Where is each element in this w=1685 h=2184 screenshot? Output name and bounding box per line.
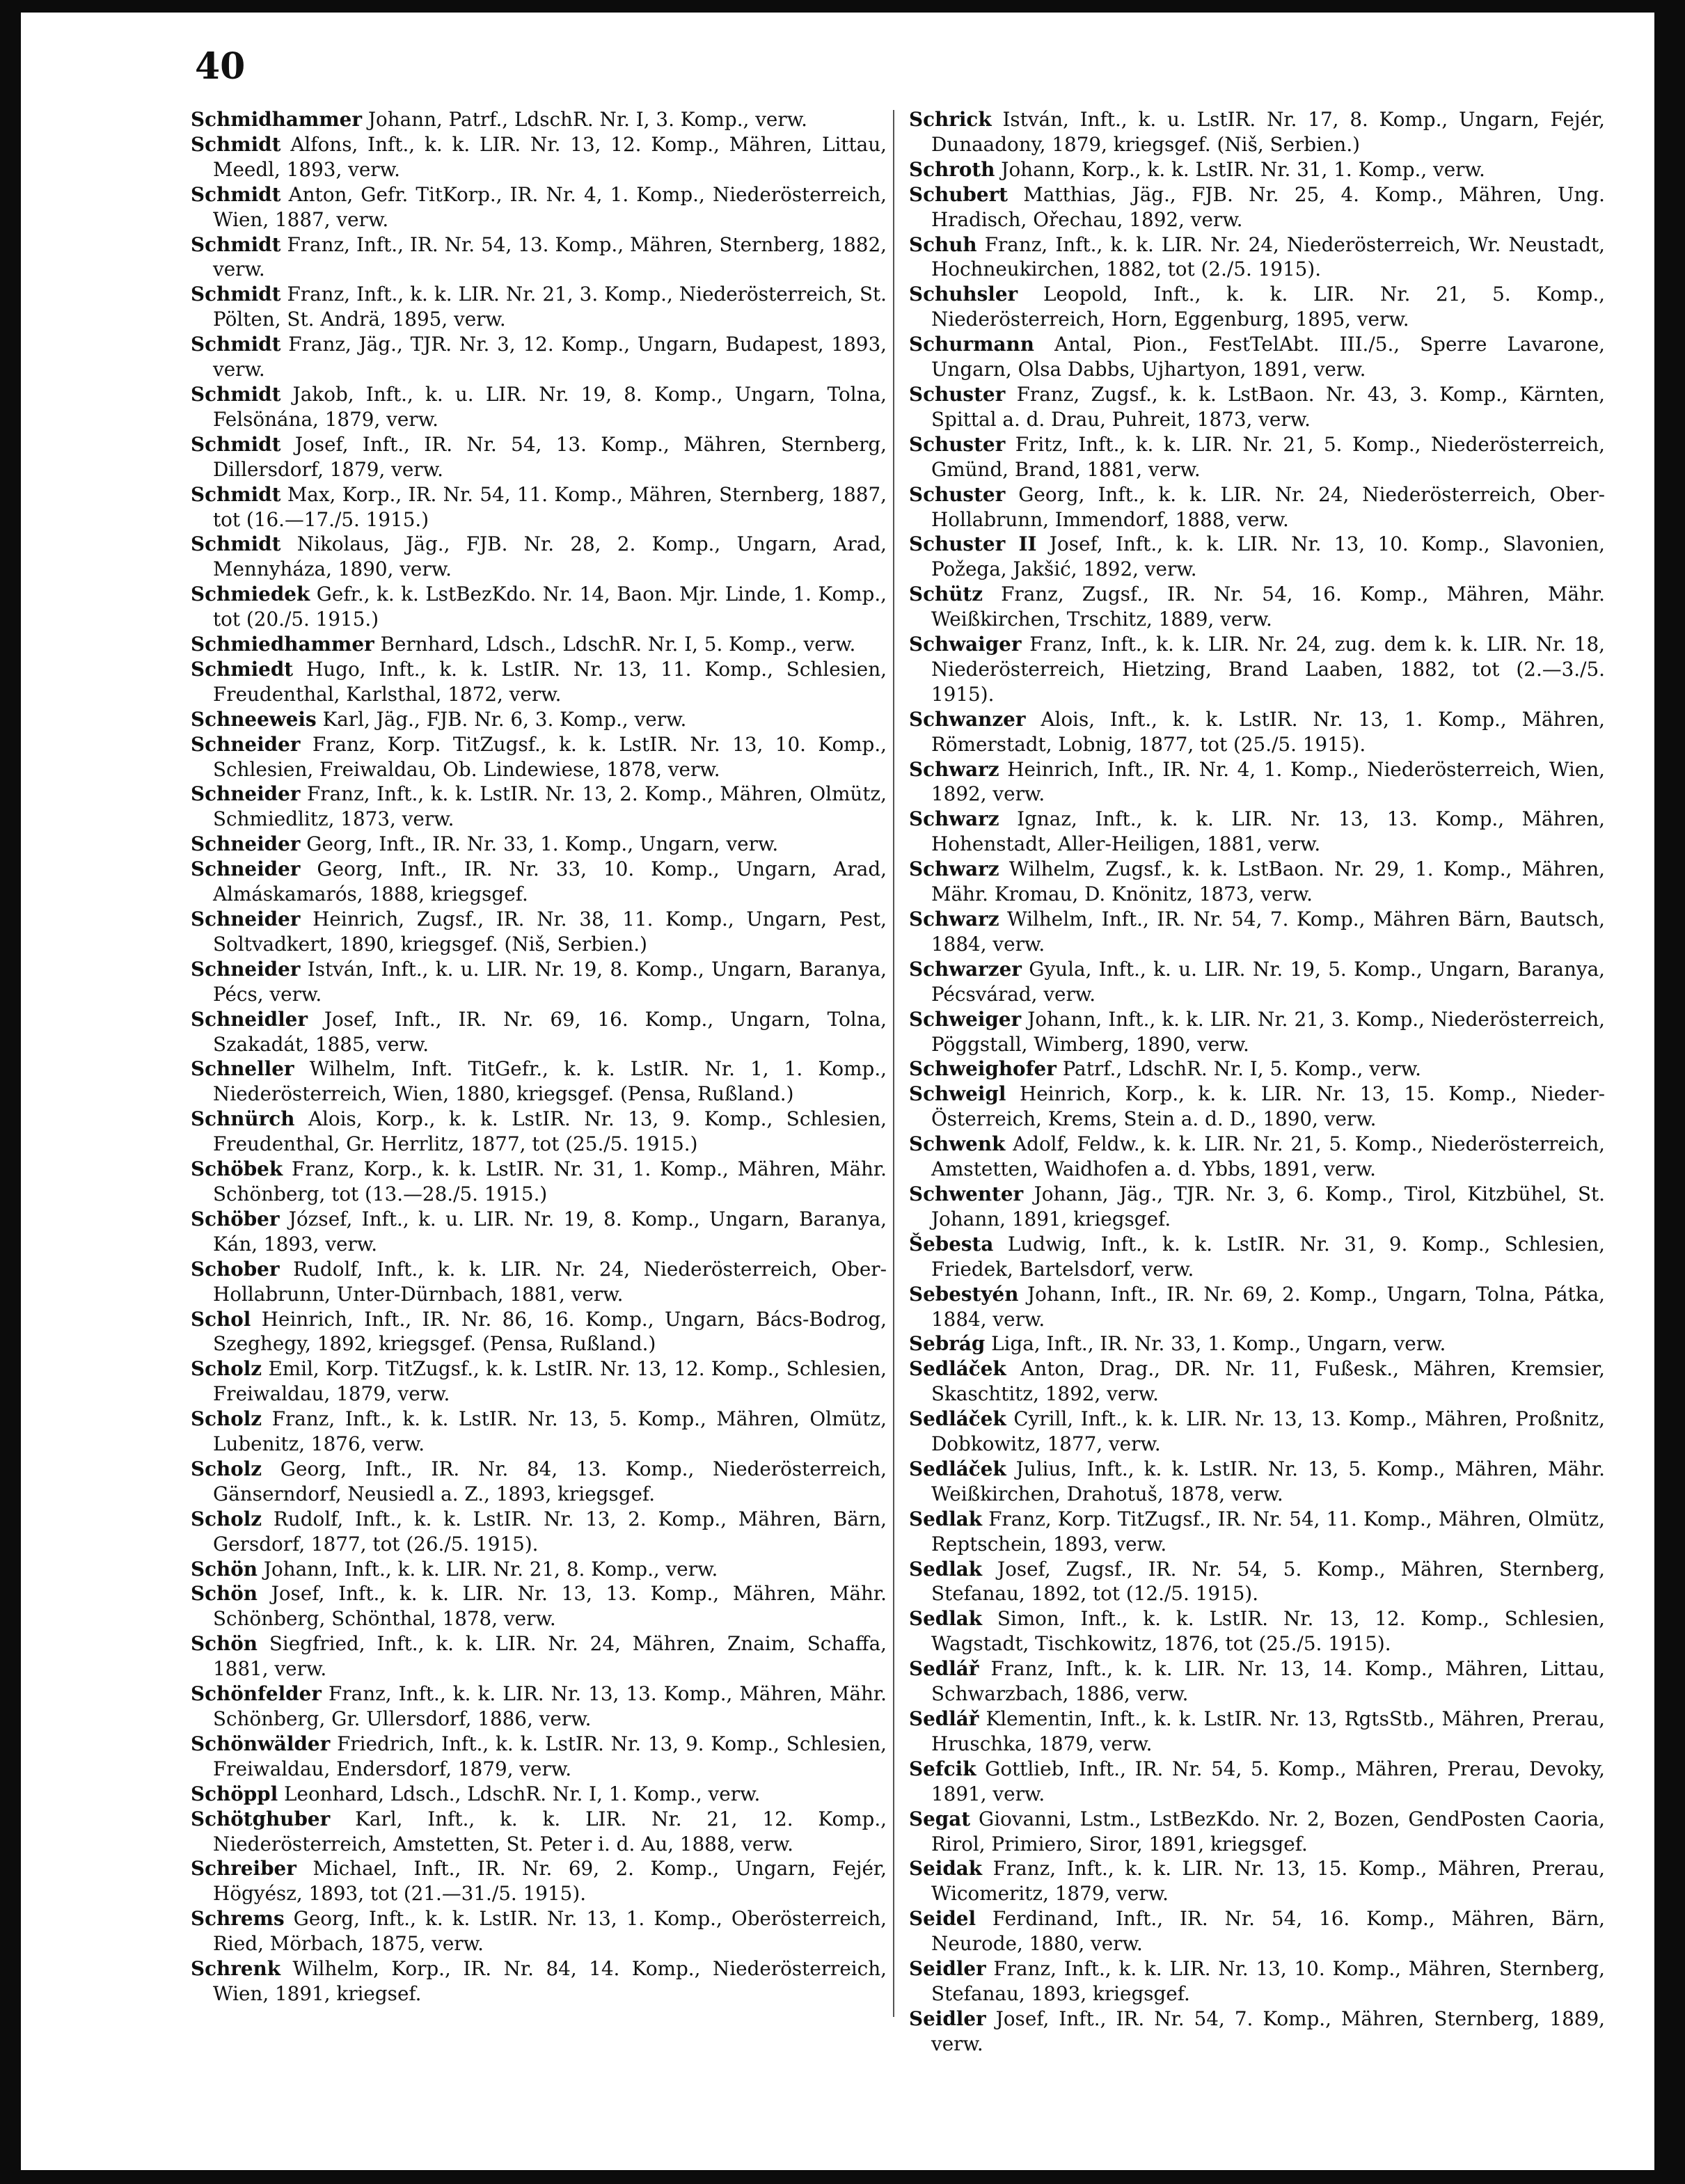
- entry-surname: Sedlář: [909, 1657, 979, 1681]
- list-item: [191, 957, 887, 1007]
- entry-details: Antal, Pion., FestTelAbt. III./5., Sperre Lavarone, Ungarn, Olsa Dabbs, Ujhartyon, 1891, verw.: [931, 333, 1605, 381]
- list-item: [191, 782, 887, 832]
- entry-surname: Schön: [191, 1582, 258, 1606]
- entry-surname: Schrems: [191, 1907, 285, 1931]
- list-item: [191, 1956, 887, 2007]
- entry-surname: Sebestyén: [909, 1282, 1019, 1306]
- entry-details: István, Inft., k. u. LIR. Nr. 19, 8. Komp., Ungarn, Baranya, Pécs, verw.: [213, 957, 887, 1006]
- entry-details: Wilhelm, Korp., IR. Nr. 84, 14. Komp., Niederösterreich, Wien, 1891, kriegsef.: [213, 1957, 887, 2005]
- entry-surname: Schneider: [191, 857, 301, 881]
- entry-details: Karl, Inft., k. k. LIR. Nr. 21, 12. Komp., Niederösterreich, Amstetten, St. Peter i. d. Au, 1888, verw.: [213, 1807, 887, 1855]
- entry-details: Fritz, Inft., k. k. LIR. Nr. 21, 5. Komp., Niederösterreich, Gmünd, Brand, 1881, verw.: [931, 432, 1605, 481]
- entry-details: Ignaz, Inft., k. k. LIR. Nr. 13, 13. Komp., Mähren, Hohenstadt, Aller-Heiligen, 1881, verw.: [931, 807, 1605, 856]
- entry-details: Georg, Inft., IR. Nr. 84, 13. Komp., Niederösterreich, Gänserndorf, Neusiedl a. Z., 1893, kriegsgef.: [213, 1457, 887, 1505]
- entry-surname: Schmidt: [191, 182, 281, 206]
- entry-surname: Schubert: [909, 182, 1008, 206]
- list-item: [191, 1581, 887, 1631]
- entry-surname: Schön: [191, 1557, 258, 1581]
- list-item: [909, 757, 1605, 807]
- list-item: [191, 1356, 887, 1407]
- entry-details: Gottlieb, Inft., IR. Nr. 54, 5. Komp., Mähren, Prerau, Devoky, 1891, verw.: [931, 1757, 1606, 1805]
- entry-surname: Seidler: [909, 1957, 986, 1981]
- entry-surname: Schwaiger: [909, 633, 1022, 656]
- entry-surname: Schneider: [191, 732, 301, 756]
- list-item: [909, 1856, 1605, 1906]
- entry-details: József, Inft., k. u. LIR. Nr. 19, 8. Komp., Ungarn, Baranya, Kán, 1893, verw.: [213, 1207, 887, 1256]
- entry-surname: Schöbek: [191, 1157, 283, 1181]
- entry-details: Friedrich, Inft., k. k. LstIR. Nr. 13, 9. Komp., Schlesien, Freiwaldau, Endersdorf, 1879, verw.: [213, 1732, 887, 1780]
- list-item: [909, 1906, 1605, 1956]
- right-column: [909, 107, 1605, 2057]
- entry-details: Alois, Korp., k. k. LstIR. Nr. 13, 9. Komp., Schlesien, Freudenthal, Gr. Herrlitz, 1877, tot (25./5. 1915.): [213, 1107, 887, 1156]
- entry-details: Josef, Inft., IR. Nr. 69, 16. Komp., Ungarn, Tolna, Szakadát, 1885, verw.: [213, 1007, 887, 1056]
- entry-surname: Schneller: [191, 1057, 294, 1081]
- entry-surname: Schuh: [909, 232, 977, 256]
- entry-surname: Schol: [191, 1307, 251, 1331]
- entry-surname: Schmiedhammer: [191, 633, 374, 656]
- entry-details: Franz, Inft., k. k. LIR. Nr. 13, 14. Komp., Mähren, Littau, Schwarzbach, 1886, verw.: [931, 1657, 1605, 1706]
- entry-details: Johann, Inft., k. k. LIR. Nr. 21, 3. Komp., Niederösterreich, Pöggstall, Wimberg, 1890, verw.: [931, 1007, 1605, 1056]
- entry-surname: Schmidt: [191, 232, 281, 256]
- list-item: [909, 1757, 1605, 1807]
- entry-surname: Sedlak: [909, 1557, 983, 1581]
- entry-details: Anton, Gefr. TitKorp., IR. Nr. 4, 1. Komp., Niederösterreich, Wien, 1887, verw.: [213, 182, 887, 231]
- entry-details: Anton, Drag., DR. Nr. 11, Fußesk., Mähren, Kremsier, Skaschtitz, 1892, verw.: [931, 1357, 1606, 1406]
- list-item: [191, 1157, 887, 1207]
- entry-surname: Schuster II: [909, 532, 1037, 556]
- entry-details: Johann, Korp., k. k. LstIR. Nr. 31, 1. Komp., verw.: [1001, 157, 1485, 181]
- list-item: [909, 1557, 1605, 1607]
- entry-surname: Schmidt: [191, 382, 281, 406]
- list-item: [191, 532, 887, 582]
- entry-surname: Schuster: [909, 382, 1006, 406]
- entry-details: Franz, Zugsf., IR. Nr. 54, 16. Komp., Mähren, Mähr. Weißkirchen, Trschitz, 1889, verw.: [931, 583, 1605, 631]
- list-item: [909, 282, 1605, 332]
- entry-details: Rudolf, Inft., k. k. LIR. Nr. 24, Niederösterreich, Ober-Hollabrunn, Unter-Dürnbach, 1881, verw.: [213, 1257, 887, 1306]
- list-item: [909, 1507, 1605, 1557]
- entry-details: Matthias, Jäg., FJB. Nr. 25, 4. Komp., Mähren, Ung. Hradisch, Ořechau, 1892, verw.: [931, 182, 1605, 231]
- entry-surname: Schwarz: [909, 757, 999, 781]
- entry-details: Jakob, Inft., k. u. LIR. Nr. 19, 8. Komp., Ungarn, Tolna, Felsönána, 1879, verw.: [213, 382, 887, 431]
- entry-surname: Scholz: [191, 1357, 262, 1381]
- list-item: [191, 1207, 887, 1257]
- scan-border: [1654, 0, 1685, 2184]
- list-item: [909, 1232, 1605, 1282]
- list-item: [191, 1807, 887, 1857]
- entry-surname: Schrenk: [191, 1957, 281, 1981]
- entry-details: Josef, Zugsf., IR. Nr. 54, 5. Komp., Mähren, Sternberg, Stefanau, 1892, tot (12./5. 1915).: [931, 1557, 1605, 1606]
- entry-surname: Schwarz: [909, 807, 999, 831]
- list-item: [909, 957, 1605, 1007]
- list-item: [191, 107, 887, 132]
- entry-details: Johann, Patrf., LdschR. Nr. I, 3. Komp., verw.: [367, 108, 807, 131]
- list-item: [909, 707, 1605, 757]
- list-item: [191, 1457, 887, 1507]
- entry-details: Heinrich, Inft., IR. Nr. 86, 16. Komp., Ungarn, Bács-Bodrog, Szeghegy, 1892, kriegsgef. (Pensa, Rußland.): [213, 1307, 887, 1356]
- entry-details: Heinrich, Inft., IR. Nr. 4, 1. Komp., Niederösterreich, Wien, 1892, verw.: [931, 757, 1605, 806]
- list-item: [191, 282, 887, 332]
- list-item: [191, 182, 887, 232]
- entry-surname: Schmidhammer: [191, 108, 362, 131]
- entry-surname: Schmiedek: [191, 583, 310, 606]
- entry-surname: Sedlak: [909, 1507, 983, 1530]
- list-item: [909, 432, 1605, 482]
- list-item: [191, 657, 887, 707]
- entry-surname: Schwarzer: [909, 957, 1022, 981]
- entry-details: Heinrich, Korp., k. k. LIR. Nr. 13, 15. Komp., Nieder-Österreich, Krems, Stein a. d. D., 1890, verw.: [931, 1082, 1605, 1131]
- entry-details: István, Inft., k. u. LstIR. Nr. 17, 8. Komp., Ungarn, Fejér, Dunaadony, 1879, kriegsgef. (Niš, Serbien.): [931, 108, 1605, 156]
- entry-surname: Schnürch: [191, 1107, 295, 1131]
- entry-surname: Scholz: [191, 1457, 262, 1480]
- entry-surname: Schwenk: [909, 1132, 1006, 1156]
- entry-surname: Sedlak: [909, 1607, 983, 1631]
- entry-surname: Seidel: [909, 1907, 976, 1931]
- entry-surname: Schneider: [191, 782, 301, 806]
- list-item: [909, 1282, 1605, 1332]
- entry-details: Franz, Inft., k. k. LIR. Nr. 21, 3. Komp., Niederösterreich, St. Pölten, St. Andrä, 1895, verw.: [213, 283, 887, 331]
- entry-details: Adolf, Feldw., k. k. LIR. Nr. 21, 5. Komp., Niederösterreich, Amstetten, Waidhofen a. d. Ybbs, 1891, verw.: [931, 1132, 1605, 1181]
- list-item: [191, 482, 887, 532]
- list-item: [191, 732, 887, 782]
- list-item: [909, 157, 1605, 182]
- list-item: [191, 432, 887, 482]
- entry-surname: Schneider: [191, 908, 301, 931]
- entry-surname: Schmidt: [191, 132, 281, 156]
- list-item: [909, 2007, 1605, 2057]
- entry-details: Wilhelm, Inft. TitGefr., k. k. LstIR. Nr. 1, 1. Komp., Niederösterreich, Wien, 1880, kriegsgef. (Pensa, Rußland.): [213, 1057, 887, 1106]
- entry-details: Liga, Inft., IR. Nr. 33, 1. Komp., Ungarn, verw.: [991, 1332, 1446, 1356]
- list-item: [191, 857, 887, 907]
- entry-surname: Schmidt: [191, 283, 281, 306]
- list-item: [909, 1007, 1605, 1057]
- entry-details: Patrf., LdschR. Nr. I, 5. Komp., verw.: [1062, 1057, 1422, 1081]
- list-item: [909, 1356, 1605, 1407]
- list-item: [191, 1057, 887, 1107]
- entry-surname: Schreiber: [191, 1857, 296, 1881]
- list-item: [191, 1507, 887, 1557]
- entry-surname: Schmidt: [191, 432, 281, 456]
- list-item: [191, 1307, 887, 1357]
- list-item: [909, 1057, 1605, 1082]
- entry-details: Josef, Inft., IR. Nr. 54, 13. Komp., Mähren, Sternberg, Dillersdorf, 1879, verw.: [213, 432, 887, 481]
- entry-surname: Schneidler: [191, 1007, 308, 1031]
- entry-surname: Schöppl: [191, 1782, 278, 1805]
- entry-details: Giovanni, Lstm., LstBezKdo. Nr. 2, Bozen, GendPosten Caoria, Rirol, Primiero, Siror, 1891, kriegsgef.: [931, 1807, 1605, 1855]
- entry-surname: Schober: [191, 1257, 280, 1281]
- entry-details: Leonhard, Ldsch., LdschR. Nr. I, 1. Komp., verw.: [284, 1782, 761, 1805]
- entry-details: Bernhard, Ldsch., LdschR. Nr. I, 5. Komp., verw.: [380, 633, 856, 656]
- entry-surname: Scholz: [191, 1407, 262, 1431]
- list-item: [909, 1807, 1605, 1857]
- left-column: [191, 107, 887, 2007]
- entry-surname: Schneider: [191, 832, 301, 856]
- list-item: [909, 382, 1605, 432]
- list-item: [191, 1557, 887, 1582]
- entry-details: Franz, Zugsf., k. k. LstBaon. Nr. 43, 3. Komp., Kärnten, Spittal a. d. Drau, Puhreit, 1873, verw.: [931, 382, 1605, 431]
- entry-surname: Schmidt: [191, 333, 281, 356]
- entry-details: Nikolaus, Jäg., FJB. Nr. 28, 2. Komp., Ungarn, Arad, Mennyháza, 1890, verw.: [213, 532, 887, 581]
- entry-details: Franz, Inft., k. k. LIR. Nr. 13, 13. Komp., Mähren, Mähr. Schönberg, Gr. Ullersdorf, 1886, verw.: [213, 1682, 887, 1730]
- entry-surname: Schmiedt: [191, 657, 294, 681]
- entry-details: Michael, Inft., IR. Nr. 69, 2. Komp., Ungarn, Fejér, Högyész, 1893, tot (21.—31./5. 1915).: [213, 1857, 887, 1906]
- list-item: [909, 1407, 1605, 1457]
- list-item: [191, 707, 887, 732]
- entry-surname: Sedláček: [909, 1457, 1006, 1480]
- list-item: [191, 1257, 887, 1307]
- entry-details: Georg, Inft., k. k. LIR. Nr. 24, Niederösterreich, Ober-Hollabrunn, Immendorf, 1888, verw.: [931, 482, 1605, 531]
- entry-details: Hugo, Inft., k. k. LstIR. Nr. 13, 11. Komp., Schlesien, Freudenthal, Karlsthal, 1872, verw.: [213, 657, 887, 706]
- entry-surname: Schwarz: [909, 908, 999, 931]
- entry-details: Wilhelm, Zugsf., k. k. LstBaon. Nr. 29, 1. Komp., Mähren, Mähr. Kromau, D. Knönitz, 1873, verw.: [931, 857, 1605, 906]
- list-item: [191, 332, 887, 382]
- entry-surname: Schötghuber: [191, 1807, 331, 1830]
- entry-details: Georg, Inft., IR. Nr. 33, 1. Komp., Ungarn, verw.: [306, 832, 779, 856]
- list-item: [191, 907, 887, 957]
- entry-details: Johann, Inft., k. k. LIR. Nr. 21, 8. Komp., verw.: [263, 1557, 718, 1581]
- entry-surname: Schwenter: [909, 1182, 1024, 1205]
- entry-surname: Seidak: [909, 1857, 983, 1881]
- list-item: [909, 1182, 1605, 1232]
- entry-details: Emil, Korp. TitZugsf., k. k. LstIR. Nr. 13, 12. Komp., Schlesien, Freiwaldau, 1879, verw.: [213, 1357, 887, 1406]
- entry-surname: Sedláček: [909, 1407, 1006, 1431]
- entry-details: Heinrich, Zugsf., IR. Nr. 38, 11. Komp., Ungarn, Pest, Soltvadkert, 1890, kriegsgef. (Niš, Serbien.): [213, 908, 887, 956]
- entry-surname: Sebrág: [909, 1332, 986, 1356]
- entry-details: Franz, Jäg., TJR. Nr. 3, 12. Komp., Ungarn, Budapest, 1893, verw.: [213, 333, 887, 381]
- list-item: [909, 1656, 1605, 1707]
- entry-surname: Schöber: [191, 1207, 280, 1231]
- list-item: [909, 807, 1605, 857]
- list-item: [909, 907, 1605, 957]
- entry-details: Franz, Inft., k. k. LstIR. Nr. 13, 5. Komp., Mähren, Olmütz, Lubenitz, 1876, verw.: [213, 1407, 887, 1456]
- list-item: [191, 1782, 887, 1807]
- entry-details: Franz, Inft., k. k. LIR. Nr. 13, 15. Komp., Mähren, Prerau, Wicomeritz, 1879, verw.: [931, 1857, 1605, 1906]
- entry-surname: Seidler: [909, 2007, 986, 2030]
- list-item: [191, 132, 887, 182]
- list-item: [191, 382, 887, 432]
- entry-details: Wilhelm, Inft., IR. Nr. 54, 7. Komp., Mähren Bärn, Bautsch, 1884, verw.: [931, 908, 1605, 956]
- entry-details: Klementin, Inft., k. k. LstIR. Nr. 13, RgtsStb., Mähren, Prerau, Hruschka, 1879, verw.: [931, 1707, 1605, 1755]
- entry-details: Georg, Inft., k. k. LstIR. Nr. 13, 1. Komp., Oberösterreich, Ried, Mörbach, 1875, verw.: [213, 1907, 887, 1956]
- column-divider: [893, 110, 894, 2017]
- entry-surname: Schönfelder: [191, 1682, 322, 1706]
- list-item: [191, 632, 887, 657]
- entry-details: Rudolf, Inft., k. k. LstIR. Nr. 13, 2. Komp., Mähren, Bärn, Gersdorf, 1877, tot (26./5. 1915).: [213, 1507, 887, 1556]
- list-item: [191, 832, 887, 857]
- list-item: [191, 1906, 887, 1956]
- entry-details: Josef, Inft., k. k. LIR. Nr. 13, 13. Komp., Mähren, Mähr. Schönberg, Schönthal, 1878, verw.: [213, 1582, 887, 1631]
- entry-details: Alfons, Inft., k. k. LIR. Nr. 13, 12. Komp., Mähren, Littau, Meedl, 1893, verw.: [213, 132, 887, 181]
- entry-details: Johann, Inft., IR. Nr. 69, 2. Komp., Ungarn, Tolna, Pátka, 1884, verw.: [931, 1282, 1605, 1331]
- entry-details: Georg, Inft., IR. Nr. 33, 10. Komp., Ungarn, Arad, Almáskamarós, 1888, kriegsgef.: [213, 857, 887, 906]
- list-item: [909, 632, 1605, 707]
- list-item: [191, 1631, 887, 1681]
- list-item: [909, 1457, 1605, 1507]
- entry-surname: Schweighofer: [909, 1057, 1057, 1081]
- list-item: [909, 582, 1605, 632]
- entry-surname: Sefcik: [909, 1757, 976, 1780]
- entry-details: Franz, Inft., k. k. LIR. Nr. 24, zug. dem k. k. LIR. Nr. 18, Niederösterreich, Hietzing, Brand Laaben, 1882, tot (2.—3./5. 1915).: [931, 633, 1606, 706]
- entry-surname: Schuster: [909, 432, 1006, 456]
- entry-surname: Schweigl: [909, 1082, 1006, 1106]
- list-item: [909, 532, 1605, 582]
- document-page: [21, 13, 1656, 2170]
- entry-surname: Schmidt: [191, 532, 281, 556]
- entry-details: Alois, Inft., k. k. LstIR. Nr. 13, 1. Komp., Mähren, Römerstadt, Lobnig, 1877, tot (25./5. 1915).: [931, 707, 1605, 756]
- entry-details: Gefr., k. k. LstBezKdo. Nr. 14, Baon. Mjr. Linde, 1. Komp., tot (20./5. 1915.): [213, 583, 887, 631]
- list-item: [191, 1007, 887, 1057]
- page-number: 40: [195, 45, 246, 88]
- entry-details: Max, Korp., IR. Nr. 54, 11. Komp., Mähren, Sternberg, 1887, tot (16.—17./5. 1915.): [213, 482, 887, 531]
- entry-details: Franz, Inft., k. k. LIR. Nr. 13, 10. Komp., Mähren, Sternberg, Stefanau, 1893, kriegsgef.: [931, 1957, 1605, 2005]
- entry-surname: Scholz: [191, 1507, 262, 1530]
- entry-details: Franz, Korp. TitZugsf., k. k. LstIR. Nr. 13, 10. Komp., Schlesien, Freiwaldau, Ob. Lindewiese, 1878, verw.: [213, 732, 887, 781]
- entry-details: Franz, Korp. TitZugsf., IR. Nr. 54, 11. Komp., Mähren, Olmütz, Reptschein, 1893, verw.: [931, 1507, 1605, 1556]
- list-item: [191, 1407, 887, 1457]
- list-item: [909, 1132, 1605, 1182]
- list-item: [909, 232, 1605, 283]
- entry-surname: Schneeweis: [191, 707, 317, 731]
- entry-surname: Schuhsler: [909, 283, 1018, 306]
- list-item: [909, 1606, 1605, 1656]
- entry-details: Franz, Inft., k. k. LstIR. Nr. 13, 2. Komp., Mähren, Olmütz, Schmiedlitz, 1873, verw.: [213, 782, 887, 831]
- entry-details: Franz, Inft., k. k. LIR. Nr. 24, Niederösterreich, Wr. Neustadt, Hochneukirchen, 1882, tot (2./5. 1915).: [931, 232, 1605, 281]
- entry-surname: Schweiger: [909, 1007, 1022, 1031]
- entry-details: Johann, Jäg., TJR. Nr. 3, 6. Komp., Tirol, Kitzbühel, St. Johann, 1891, kriegsgef.: [931, 1182, 1605, 1231]
- list-item: [909, 182, 1605, 232]
- entry-surname: Schönwälder: [191, 1732, 331, 1755]
- entry-surname: Schrick: [909, 108, 992, 131]
- list-item: [191, 1681, 887, 1732]
- entry-surname: Schütz: [909, 583, 983, 606]
- entry-details: Franz, Inft., IR. Nr. 54, 13. Komp., Mähren, Sternberg, 1882, verw.: [213, 232, 887, 281]
- entry-surname: Schwarz: [909, 857, 999, 881]
- entry-details: Josef, Inft., k. k. LIR. Nr. 13, 10. Komp., Slavonien, Požega, Jakšić, 1892, verw.: [931, 532, 1605, 581]
- entry-surname: Schwanzer: [909, 707, 1026, 731]
- entry-details: Simon, Inft., k. k. LstIR. Nr. 13, 12. Komp., Schlesien, Wagstadt, Tischkowitz, 1876, tot (25./5. 1915).: [931, 1607, 1605, 1656]
- entry-details: Josef, Inft., IR. Nr. 54, 7. Komp., Mähren, Sternberg, 1889, verw.: [931, 2007, 1605, 2055]
- entry-details: Siegfried, Inft., k. k. LIR. Nr. 24, Mähren, Znaim, Schaffa, 1881, verw.: [213, 1632, 887, 1681]
- list-item: [909, 857, 1605, 907]
- list-item: [909, 1082, 1605, 1132]
- entry-details: Julius, Inft., k. k. LstIR. Nr. 13, 5. Komp., Mähren, Mähr. Weißkirchen, Drahotuš, 1878, verw.: [931, 1457, 1605, 1505]
- list-item: [191, 1107, 887, 1157]
- entry-surname: Schneider: [191, 957, 301, 981]
- list-item: [191, 232, 887, 283]
- entry-details: Ferdinand, Inft., IR. Nr. 54, 16. Komp., Mähren, Bärn, Neurode, 1880, verw.: [931, 1907, 1605, 1956]
- entry-surname: Schmidt: [191, 482, 281, 506]
- entry-details: Gyula, Inft., k. u. LIR. Nr. 19, 5. Komp., Ungarn, Baranya, Pécsvárad, verw.: [931, 957, 1605, 1006]
- entry-details: Leopold, Inft., k. k. LIR. Nr. 21, 5. Komp., Niederösterreich, Horn, Eggenburg, 1895, verw.: [931, 283, 1605, 331]
- entry-details: Karl, Jäg., FJB. Nr. 6, 3. Komp., verw.: [322, 707, 687, 731]
- list-item: [909, 1707, 1605, 1757]
- list-item: [191, 1856, 887, 1906]
- entry-surname: Sedláček: [909, 1357, 1006, 1381]
- list-item: [909, 1956, 1605, 2007]
- entry-surname: Schön: [191, 1632, 258, 1656]
- entry-surname: Šebesta: [909, 1232, 994, 1256]
- list-item: [909, 1331, 1605, 1356]
- entry-surname: Sedlář: [909, 1707, 979, 1730]
- entry-surname: Schroth: [909, 157, 995, 181]
- list-item: [191, 1732, 887, 1782]
- list-item: [909, 482, 1605, 532]
- list-item: [191, 582, 887, 632]
- entry-details: Cyrill, Inft., k. k. LIR. Nr. 13, 13. Komp., Mähren, Proßnitz, Dobkowitz, 1877, verw.: [931, 1407, 1605, 1456]
- entry-details: Ludwig, Inft., k. k. LstIR. Nr. 31, 9. Komp., Schlesien, Friedek, Bartelsdorf, verw.: [931, 1232, 1605, 1281]
- entry-surname: Schurmann: [909, 333, 1034, 356]
- entry-details: Franz, Korp., k. k. LstIR. Nr. 31, 1. Komp., Mähren, Mähr. Schönberg, tot (13.—28./5. 1915.): [213, 1157, 887, 1205]
- entry-surname: Segat: [909, 1807, 971, 1830]
- list-item: [909, 107, 1605, 157]
- list-item: [909, 332, 1605, 382]
- entry-surname: Schuster: [909, 482, 1006, 506]
